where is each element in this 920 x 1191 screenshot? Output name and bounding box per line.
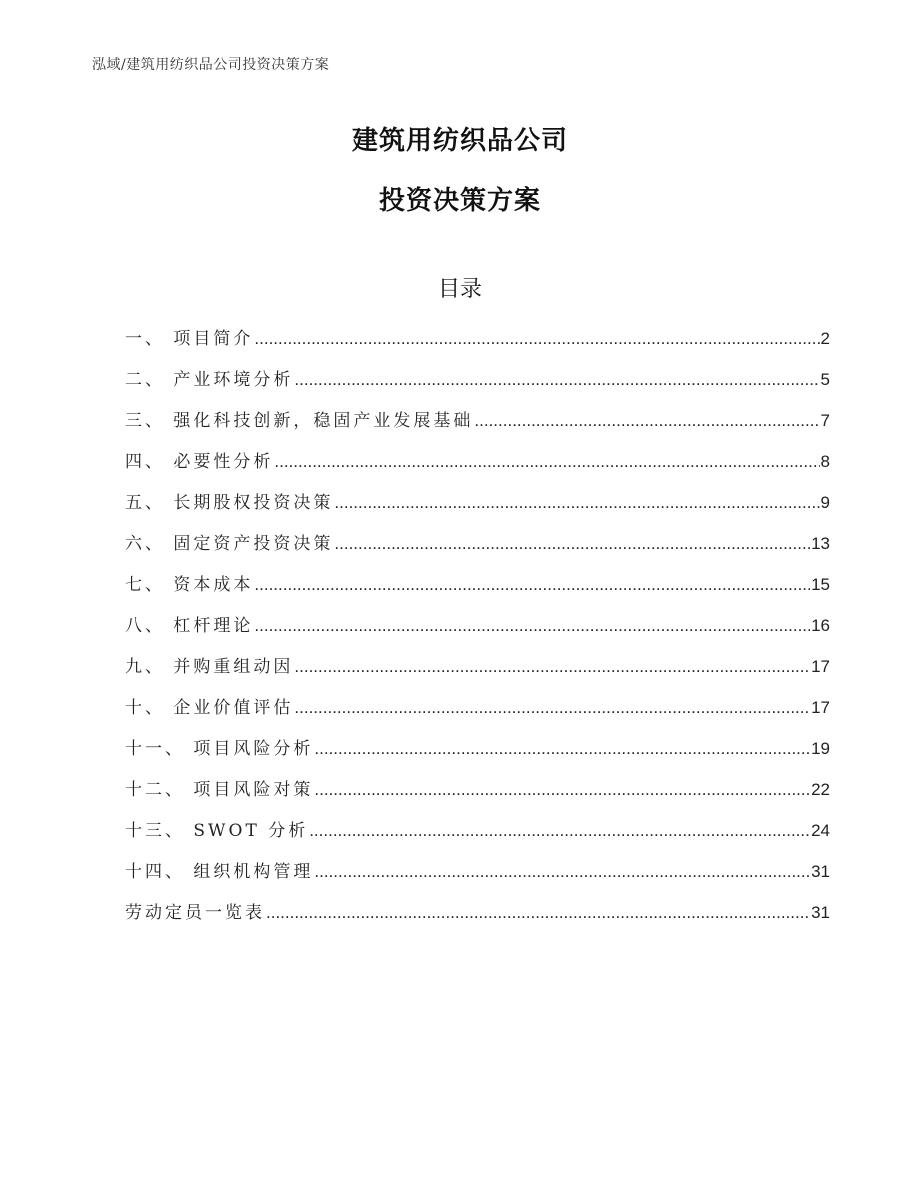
- toc-heading: 目录: [437, 277, 482, 302]
- toc-entry-page: 13: [811, 534, 830, 553]
- toc-leader-dots: [334, 534, 810, 554]
- toc-entry-label: 四、 必要性分析: [125, 452, 274, 472]
- toc-entry[interactable]: [125, 857, 830, 898]
- toc-entry-label: 九、 并购重组动因: [125, 657, 294, 677]
- toc-leader-dots: [254, 575, 810, 595]
- toc-entry-page: 22: [811, 780, 830, 799]
- toc-entry[interactable]: [125, 324, 830, 365]
- toc-entry[interactable]: [125, 365, 830, 406]
- toc-entry-label: 十、 企业价值评估: [125, 698, 294, 718]
- toc-leader-dots: [314, 862, 810, 882]
- toc-leader-dots: [294, 657, 810, 677]
- toc-entry[interactable]: [125, 611, 830, 652]
- toc-leader-dots: [294, 698, 810, 718]
- toc-entry-page: 24: [811, 821, 830, 840]
- toc-entry[interactable]: [125, 529, 830, 570]
- toc-entry-label: 十二、 项目风险对策: [125, 780, 314, 800]
- toc-leader-dots: [274, 452, 819, 472]
- toc-leader-dots: [474, 411, 819, 431]
- toc-leader-dots: [254, 329, 819, 349]
- toc-entry-page: 15: [811, 575, 830, 594]
- document-title-line-1: 建筑用纺织品公司: [351, 126, 568, 156]
- running-header: 泓域/建筑用纺织品公司投资决策方案: [92, 57, 330, 73]
- toc-entry-label: 五、 长期股权投资决策: [125, 493, 334, 513]
- toc-entry[interactable]: [125, 898, 830, 939]
- toc-entry-label: 一、 项目简介: [125, 329, 254, 349]
- toc-leader-dots: [314, 739, 810, 759]
- toc-leader-dots: [309, 821, 810, 841]
- toc-entry-label: 八、 杠杆理论: [125, 616, 254, 636]
- toc-entry-page: 5: [820, 370, 830, 389]
- toc-entry-label: 二、 产业环境分析: [125, 370, 294, 390]
- toc-entry[interactable]: [125, 652, 830, 693]
- toc-entry-page: 9: [820, 493, 830, 512]
- toc-entry-page: 8: [820, 452, 830, 471]
- toc-entry[interactable]: [125, 775, 830, 816]
- toc-leader-dots: [334, 493, 819, 513]
- toc-entry-label: 六、 固定资产投资决策: [125, 534, 334, 554]
- toc-leader-dots: [266, 903, 810, 923]
- toc-entry-label: 十三、 SWOT 分析: [125, 821, 309, 841]
- toc-entry-label: 三、 强化科技创新，稳固产业发展基础: [125, 411, 474, 431]
- toc-entry-label: 十一、 项目风险分析: [125, 739, 314, 759]
- toc-entry[interactable]: [125, 447, 830, 488]
- toc-entry-page: 7: [820, 411, 830, 430]
- toc-entry[interactable]: [125, 570, 830, 611]
- toc-entry-label: 十四、 组织机构管理: [125, 862, 314, 882]
- toc-entry[interactable]: [125, 693, 830, 734]
- toc-entry-label: 劳动定员一览表: [125, 903, 265, 923]
- toc-entry-label: 七、 资本成本: [125, 575, 254, 595]
- toc-entry-page: 31: [811, 862, 830, 881]
- toc-entry-page: 2: [820, 329, 830, 348]
- toc-leader-dots: [294, 370, 819, 390]
- toc-entry[interactable]: [125, 488, 830, 529]
- toc-entry[interactable]: [125, 406, 830, 447]
- toc-entry-page: 17: [811, 698, 830, 717]
- toc-entry[interactable]: [125, 816, 830, 857]
- toc-entry-page: 31: [811, 903, 830, 922]
- document-title-line-2: 投资决策方案: [378, 186, 541, 216]
- toc-leader-dots: [254, 616, 810, 636]
- table-of-contents: [125, 324, 830, 939]
- toc-entry-page: 17: [811, 657, 830, 676]
- toc-entry-page: 16: [811, 616, 830, 635]
- toc-entry[interactable]: [125, 734, 830, 775]
- toc-entry-page: 19: [811, 739, 830, 758]
- toc-leader-dots: [314, 780, 810, 800]
